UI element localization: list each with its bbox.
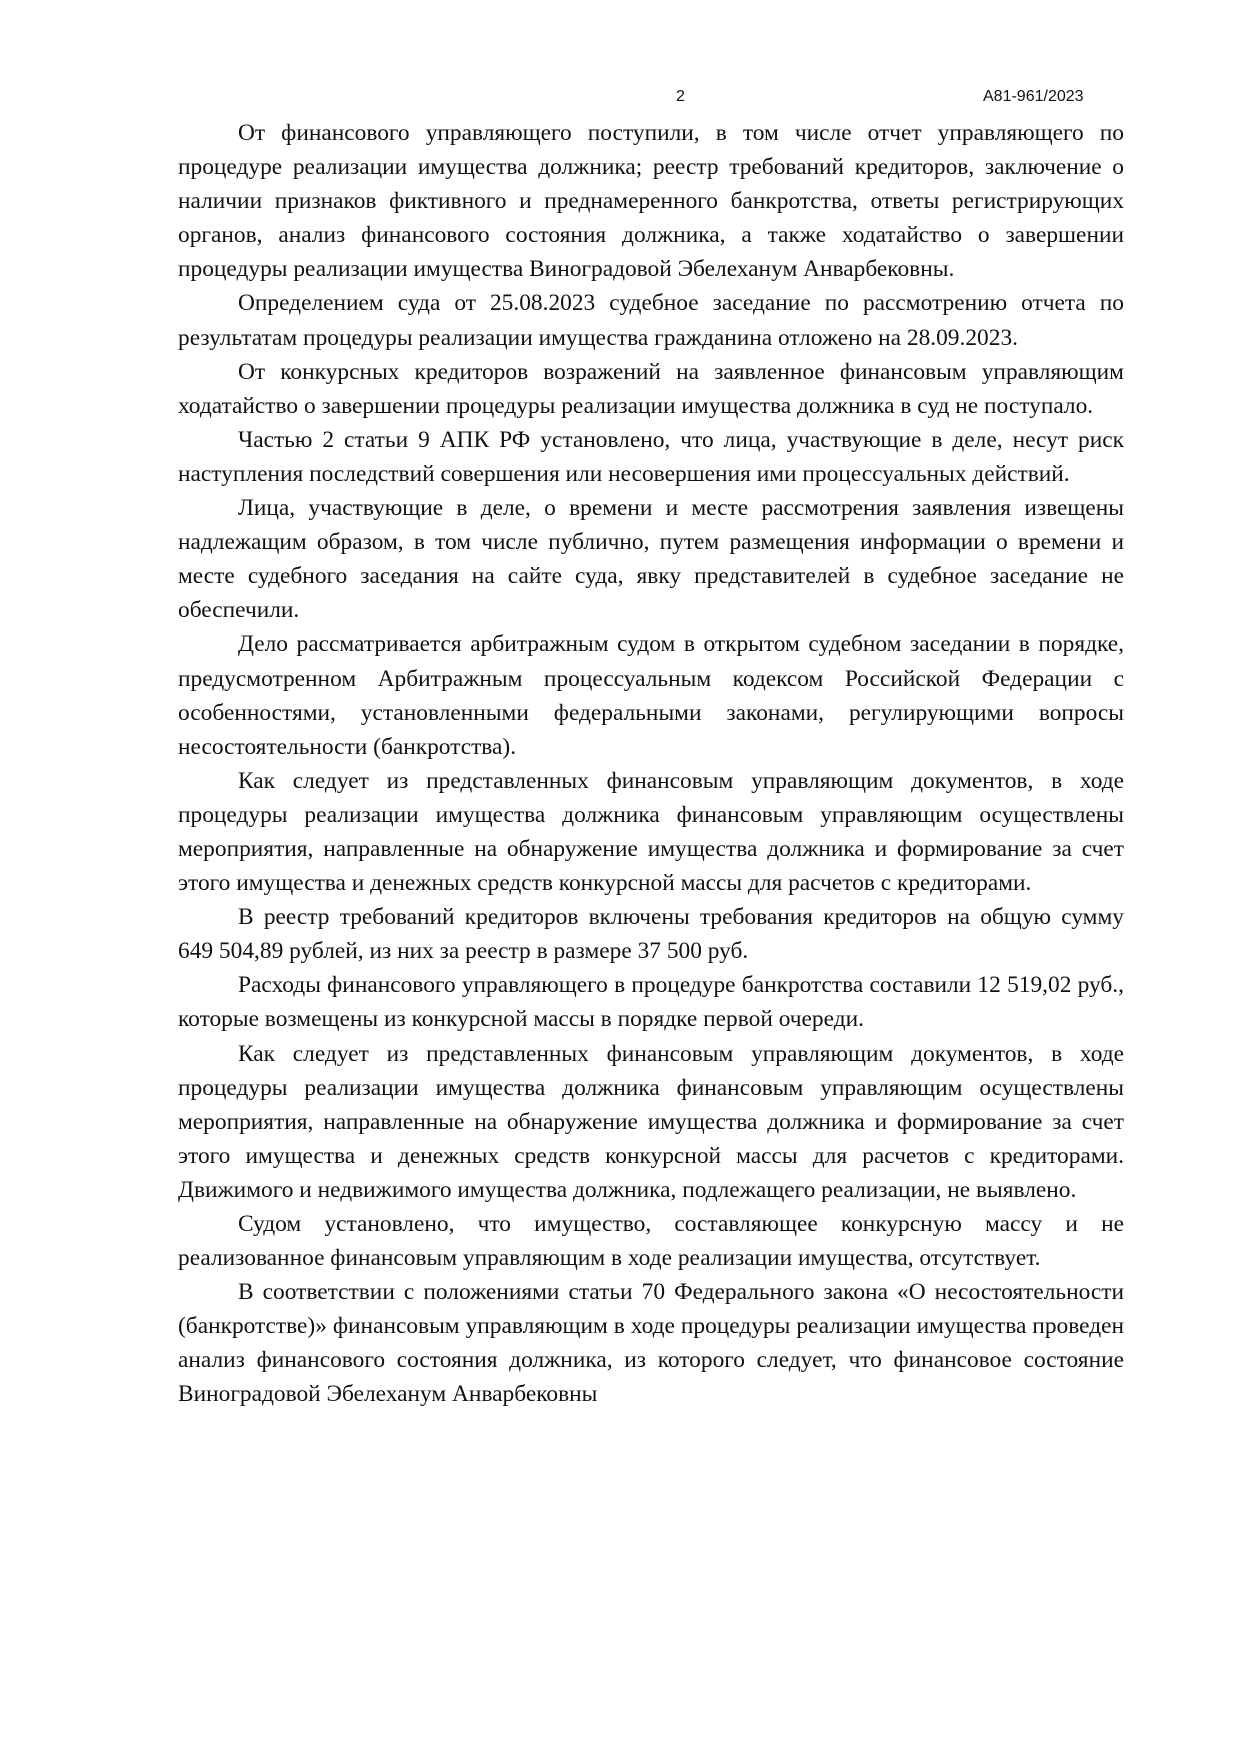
document-body [178,116,1124,1412]
paragraph: В реестр требований кредиторов включены требования кредиторов на общую сумму 649 504,89 рублей, из них за реестр в размере 37 500 руб. [178,904,1124,965]
paragraph: Судом установлено, что имущество, составляющее конкурсную массу и не реализованное финансовым управляющим в ходе реализации имущества, отсутствует. [178,1211,1124,1272]
paragraph: От конкурсных кредиторов возражений на заявленное финансовым управляющим ходатайство о завершении процедуры реализации имущества должника в суд не поступало. [178,358,1124,419]
page-number: 2 [676,88,685,105]
paragraph: Как следует из представленных финансовым управляющим документов, в ходе процедуры реализации имущества должника финансовым управляющим осуществлены мероприятия, направленные на обнаружение имущества должника и формирование за счет этого имущества и денежных средств конкурсной массы для расчетов с кредиторами. [178,767,1124,897]
case-number: А81-961/2023 [983,88,1084,105]
paragraph: От финансового управляющего поступили, в том числе отчет управляющего по процедуре реализации имущества должника; реестр требований кредиторов, заключение о наличии признаков фиктивного и преднамеренного банкротства, ответы регистрирующих органов, анализ финансового состояния должника, а также ходатайство о завершении процедуры реализации имущества Виноградовой Эбелеханум Анварбековны. [178,120,1124,283]
paragraph: Лица, участвующие в деле, о времени и месте рассмотрения заявления извещены надлежащим образом, в том числе публично, путем размещения информации о времени и месте судебного заседания на сайте суда, явку представителей в судебное заседание не обеспечили. [178,495,1124,624]
paragraph: Определением суда от 25.08.2023 судебное заседание по рассмотрению отчета по результатам процедуры реализации имущества гражданина отложено на 28.09.2023. [178,290,1124,351]
paragraph: Расходы финансового управляющего в процедуре банкротства составили 12 519,02 руб., которые возмещены из конкурсной массы в порядке первой очереди. [178,972,1124,1033]
paragraph: Частью 2 статьи 9 АПК РФ установлено, что лица, участвующие в деле, несут риск наступления последствий совершения или несовершения ими процессуальных действий. [178,426,1124,487]
paragraph: В соответствии с положениями статьи 70 Федерального закона «О несостоятельности (банкротстве)» финансовым управляющим в ходе процедуры реализации имущества проведен анализ финансового состояния должника, из которого следует, что финансовое состояние Виноградовой Эбелеханум Анварбековны [178,1279,1124,1408]
paragraph: Как следует из представленных финансовым управляющим документов, в ходе процедуры реализации имущества должника финансовым управляющим осуществлены мероприятия, направленные на обнаружение имущества должника и формирование за счет этого имущества и денежных средств конкурсной массы для расчетов с кредиторами. Движимого и недвижимого имущества должника, подлежащего реализации, не выявлено. [178,1040,1124,1203]
paragraph: Дело рассматривается арбитражным судом в открытом судебном заседании в порядке, предусмотренном Арбитражным процессуальным кодексом Российской Федерации с особенностями, установленными федеральными законами, регулирующими вопросы несостоятельности (банкротства). [178,631,1124,760]
